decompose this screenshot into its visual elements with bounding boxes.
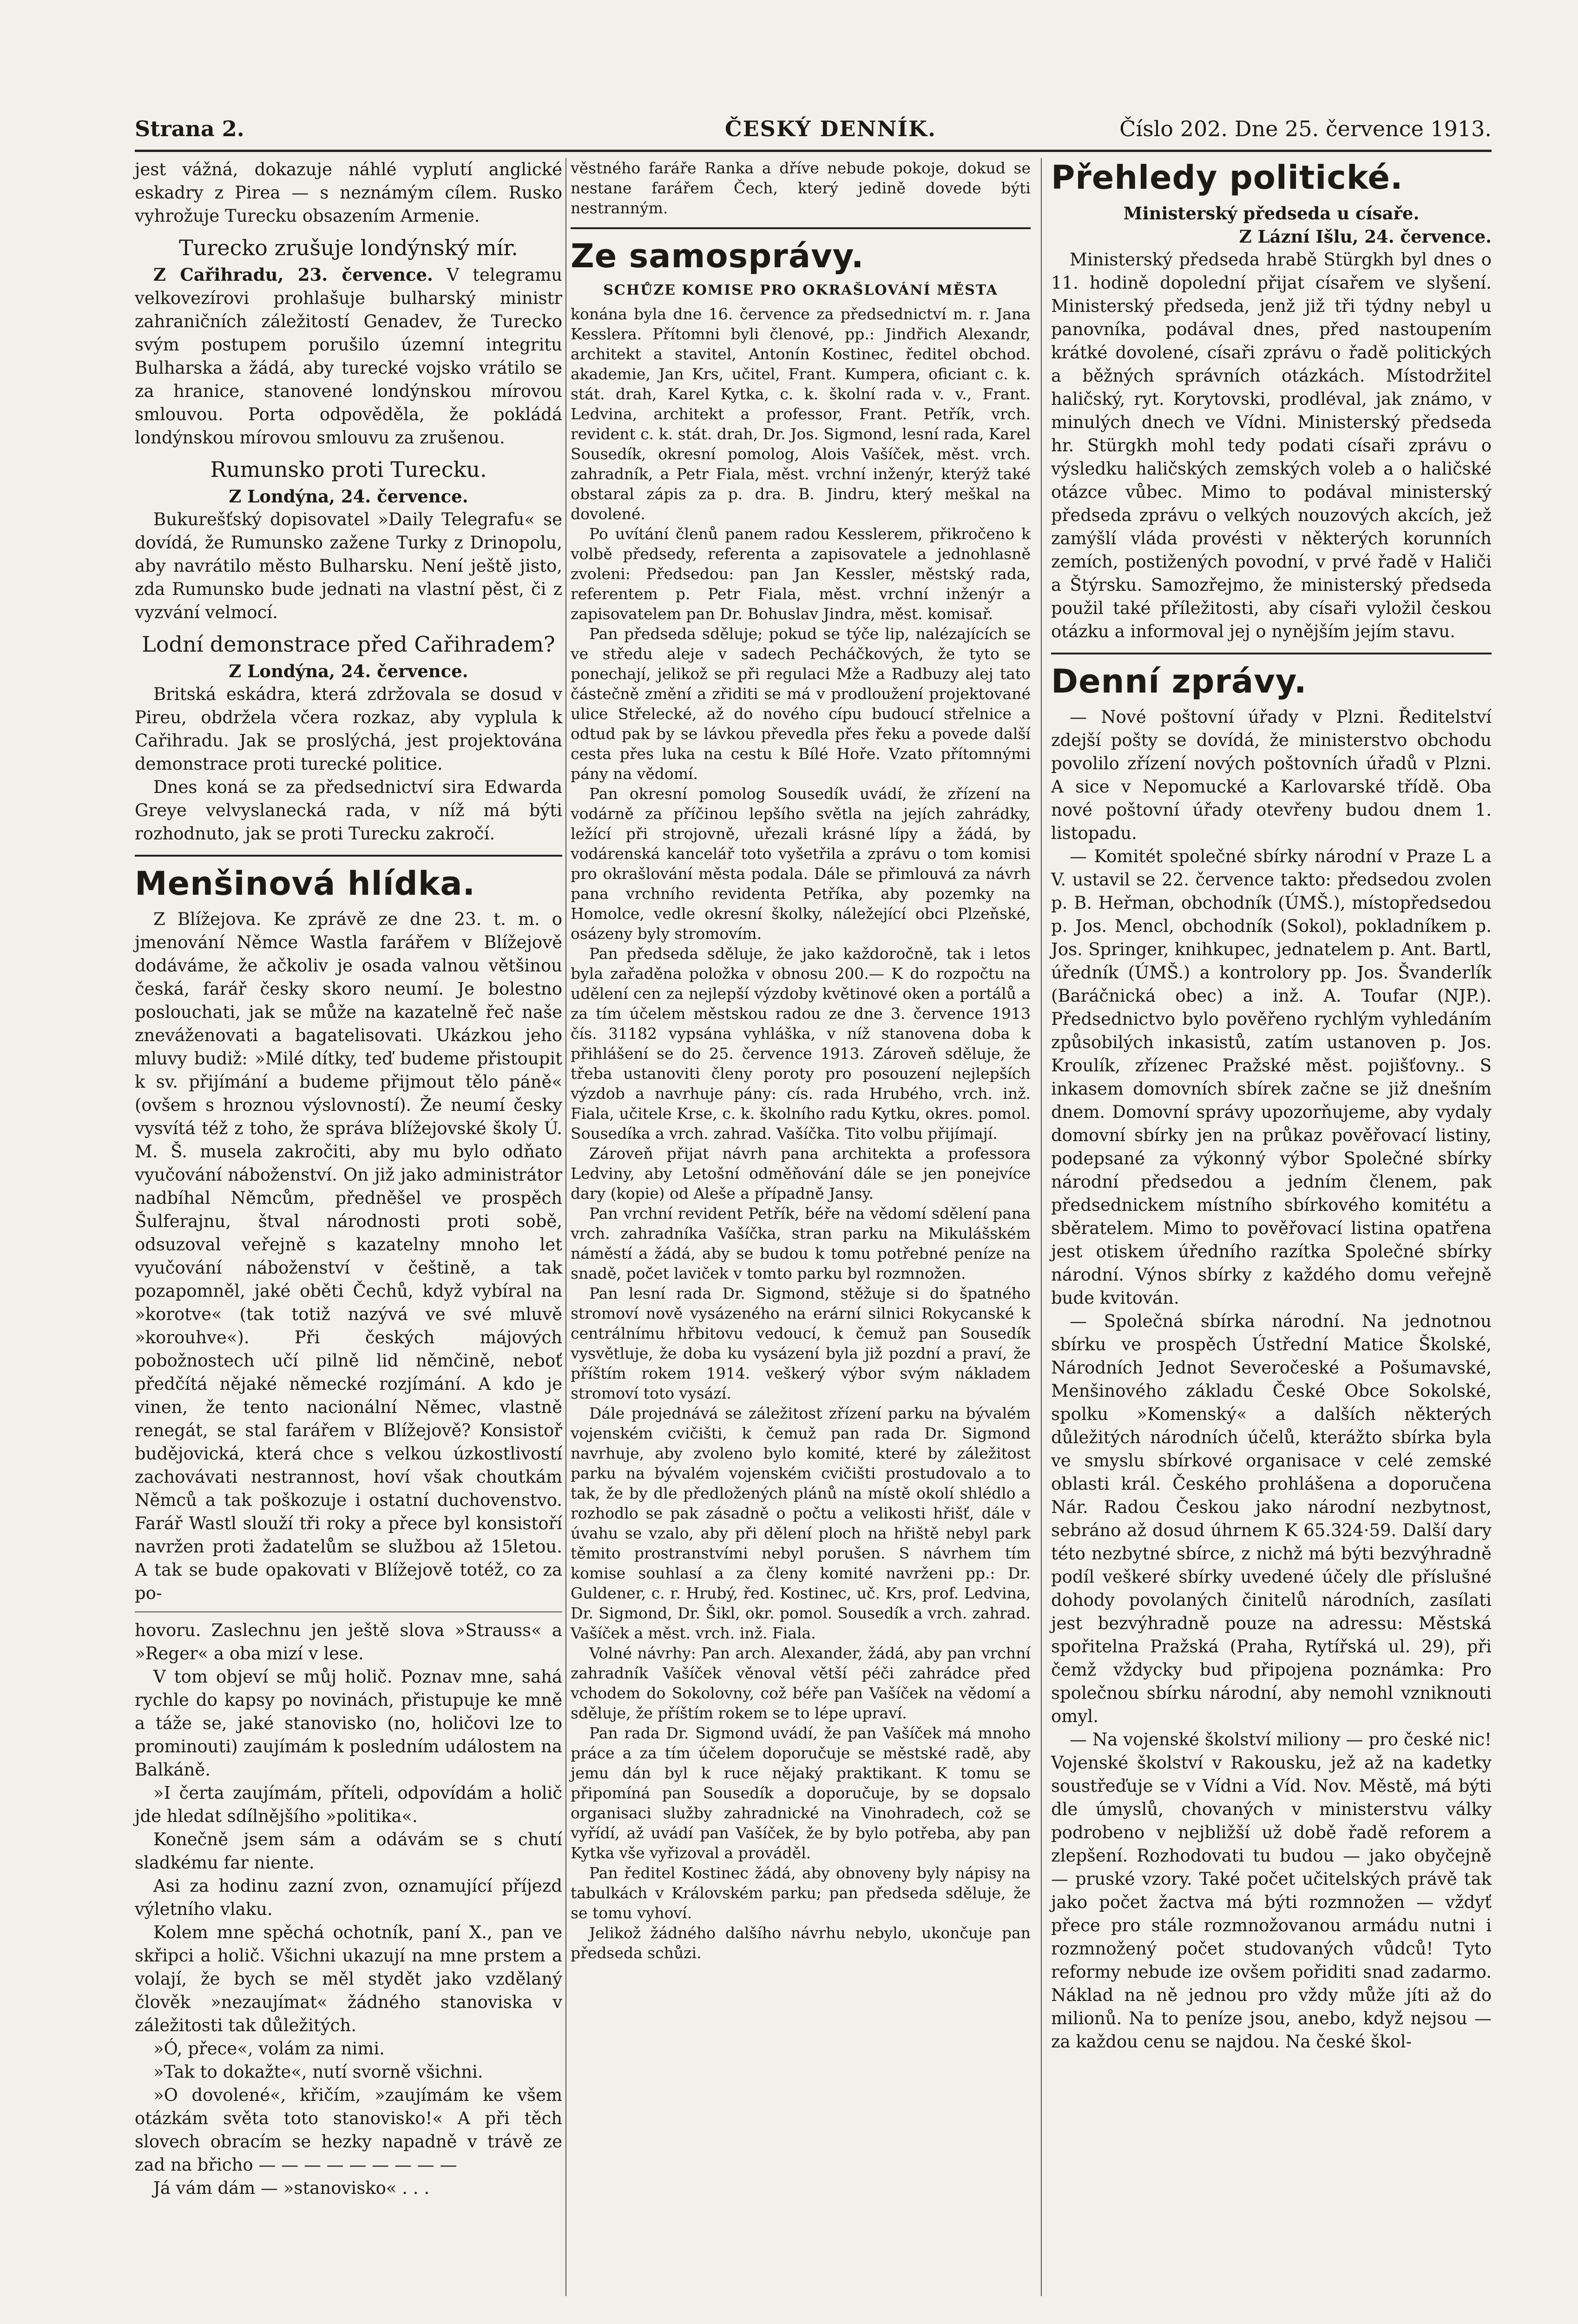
dateline: Z Londýna, 24. července. xyxy=(229,486,468,507)
dateline: Z Londýna, 24. července. xyxy=(229,661,468,681)
subheading: SCHŮZE KOMISE PRO OKRAŠLOVÁNÍ MĚSTA xyxy=(603,282,998,298)
paragraph: »Tak to dokažte«, nutí svorně všichni. xyxy=(153,2062,483,2082)
paragraph: Asi za hodinu zazní zvon, oznamující příjezd výletního vlaku. xyxy=(135,1876,562,1919)
page-header xyxy=(135,116,1492,149)
issue-date: Číslo 202. Dne 25. července 1913. xyxy=(1119,116,1492,141)
paragraph: Dále projednává se záležitost zřízení parku na bývalém vojenském cvičišti, k čemuž pan rada Dr. Sigmond navrhuje, aby zvoleno bylo komité, které by záležitost parku na bývalém vojenském cvičišti prostudovalo a to tak, že by dle předložených plánů na místě okolí shlédlo a rozhodlo se pak zásadně o počtu a velikosti hřišť, dále v úvahu se vzalo, aby při dělení ploch na hřiště nebyl park těmito prostranstvími nebyl porušen. S návrhem tím komise souhlasí a za členy komité navrženi pp.: Dr. Guldener, c. r. Hrubý, řed. Kostinec, uč. Krs, prof. Ledvina, Dr. Sigmond, Dr. Šikl, okr. pomol. Sousedík a vrch. zahrad. Vašíček a měst. vrch. inž. Fiala. xyxy=(571,1404,1031,1642)
headline: Rumunsko proti Turecku. xyxy=(210,457,487,482)
paragraph: Dnes koná se za předsednictví sira Edwarda Greye velvyslanecká rada, v níž má býti rozhodnuto, jak se proti Turecku zakročí. xyxy=(135,777,562,844)
column-2 xyxy=(571,158,1031,1963)
paragraph: Konečně jsem sám a odávám se s chutí sladkému far niente. xyxy=(135,1829,562,1873)
paragraph: — Společná sbírka národní. Na jednotnou sbírku ve prospěch Ústřední Matice Školské, Národních Jednot Severočeské a Pošumavské, Menšinového základu České Obce Sokolské, spolku »Komenský« a dalších některých důležitých národních účelů, kterážto sbírka byla ve smyslu sbírkové organisace v celé zemské oblasti král. Českého prohlášena a doporučena Nár. Radou Českou jako národní nezbytnost, sebráno až dosud úhrnem K 65.324·59. Další dary této nezbytné sbírce, z nichž má býti bezvýhradně podíl veškeré sbírky uvedené účely dle příslušné dohody povolaných činitelů národních, zasílati jest bezvýhradně pouze na adressu: Městská spořitelna Pražská (Praha, Rytířská ul. 29), při čemž vždycky bud připojena poznámka: Pro společnou sbírku národní, aby nemohl vzniknouti omyl. xyxy=(1051,1311,1492,1726)
paragraph: — Komitét společné sbírky národní v Praze L a V. ustavil se 22. července takto: předsedou zvolen p. B. Heřman, obchodník (ÚMŠ.), místopředsedou p. Jos. Mencl, obchodník (Sokol), pokladníkem p. Jos. Springer, knihkupec, jednatelem p. Ant. Bartl, úředník (ÚMŠ.) a kontrolory pp. Jos. Švanderlík (Baráčnická obec) a inž. A. Toufar (NJP.). Předsednictvo bylo pověřeno rychlým vyhledáním způsobilých inkasistů, zatím ustanoven p. Jos. Kroulík, zřízenec Pražské měst. pojišťovny.. S inkasem domovních sbírek začne se již dnešním dnem. Domovní správy upozorňujeme, aby vydaly domovní sbírky jen na průkaz pověřovací listiny, podepsané za výkonný výbor Společné sbírky národní předsedou a jedním členem, pak předsednickem místního sbírkového komitétu a sběratelem. Mimo to pověřovací listina opatřena jest otiskem úředního razítka Společné sbírky národní. Výnos sbírky z každého domu veřejně bude kvitován. xyxy=(1051,846,1492,1308)
paragraph: Pan lesní rada Dr. Sigmond, stěžuje si do špatného stromoví nově vysázeného na erární silnici Rokycanské k centrálnímu hřbitovu vedoucí, k čemuž pan Sousedík vysvětluje, že doba ku vysázení byla již pozdní a praví, že příštím rokem 1914. veškerý výbor svým nákladem stromoví toto vysází. xyxy=(571,1284,1031,1402)
paragraph: Ministerský předseda hrabě Stürgkh byl dnes o 11. hodině dopolední přijat císařem ve slyšení. Ministerský předseda, jenž již tři týdny nebyl u panovníka, podával dnes, před nastoupením krátké dovolené, císaři zprávu o řadě politických a běžných správních otázkách. Místodržitel haličský, ryt. Korytovski, prodléval, jak známo, v minulých dnech ve Vídni. Ministerský předseda hr. Stürgkh mohl tedy podati císaři zprávu o výsledku haličských zemských voleb a o haličské otázce vůbec. Mimo to podával ministerský předseda zprávu o velkých nouzových akcích, jež zamýšlí vláda provésti v některých korunních zemích, postižených povodní, v prvé řadě v Haliči a Štýrsku. Samozřejmo, že ministerský předseda použil také příležitosti, aby císaři vyložil českou otázku a informoval jej o nynějším jejím stavu. xyxy=(1051,250,1492,641)
paragraph: Bukurešťský dopisovatel »Daily Telegrafu« se dovídá, že Rumunsko zažene Turky z Drinopolu, aby navrátilo město Bulharsku. Není ještě jisto, zda Rumunsko bude jednati na vlastní pěst, či z vyzvání velmocí. xyxy=(135,509,562,622)
paragraph: »O dovolené«, křičím, »zaujímám ke všem otázkám světa toto stanovisko!« A při těch slovech obracím se hezky napadně v trávě ze zad na břicho — — — — — — — — — xyxy=(135,2085,562,2175)
paragraph: Pan ředitel Kostinec žádá, aby obnoveny byly nápisy na tabulkách v Královském parku; pan předseda sděluje, že se tomu vyhoví. xyxy=(571,1864,1031,1922)
rubric-title: Ze samosprávy. xyxy=(571,237,864,275)
paragraph: — Na vojenské školství miliony — pro české nic! Vojenské školství v Rakousku, jež až na kadetky soustřeďuje se v Vídni a Víd. Nov. Městě, má býti dle úmyslů, chovaných v ministerstvu války podrobeno v nejbližší už době řadě reforem a zlepšení. Rozhodovati tu budou — jako obyčejně — pruské vzory. Také počet učitelských právě tak jako počet žactva má býti rozmnožen — vždyť přece pro stále rozmnožovanou armádu nutni i rozmnožený počet studovaných vůdců! Tyto reformy nebude ize ovšem pořiditi snad zadarmo. Náklad na ně jednou pro vždy může jíti až do milionů. Na to peníze jsou, anebo, když nejsou — za každou cenu se najdou. Na české škol- xyxy=(1051,1730,1492,2052)
paragraph: Po uvítání členů panem radou Kesslerem, přikročeno k volbě předsedy, referenta a zapisovatele a jednohlasně zvoleni: Předsedou: pan Jan Kessler, městský rada, referentem p. Petr Fiala, měst. vrchní inženýr a zapisovatelem pan Dr. Bohuslav Jindra, měst. komisař. xyxy=(571,525,1031,623)
dateline-paragraph xyxy=(135,263,562,449)
paragraph: — Nové poštovní úřady v Plzni. Ředitelství zdejší pošty se dovídá, že ministerstvo obchodu povolilo zřízení nových poštovních úřadů v Plzni. A sice v Nepomucké a Karlovarské třídě. Oba nové poštovní úřady otevřeny budou dnem 1. listopadu. xyxy=(1051,707,1492,843)
paragraph: Pan předseda sděluje; pokud se týče lip, nalézajících se ve středu aleje v sadech Pecháčkových, že tyto se ponechají, jelikož se při regulaci Mže a Radbuzy alej tato částečně změní a zřiditi se má v prodloužení projektované ulice Střelecké, až do nového cípu budoucí střelnice a odtud pak by se lávkou převedla přes řeku a povede další cesta přes luka na cestu k Bílé Hoře. Vzato přítomnými pány na vědomí. xyxy=(571,625,1031,783)
paragraph: Zároveň přijat návrh pana architekta a professora Ledviny, aby Letošní odměňování dále se jen ponejvíce dary (kopie) od Aleše a případně Jansy. xyxy=(571,1144,1031,1202)
paragraph: věstného faráře Ranka a dříve nebude pokoje, dokud se nestane farářem Čech, který jedině dovede býti nestranným. xyxy=(571,159,1031,217)
paragraph: Pan vrchní revident Petřík, béře na vědomí sdělení pana vrch. zahradníka Vašíčka, stran parku na Mikulášském náměstí a žádá, aby se budou k tomu potřebné peníze na snadě, počet laviček v tomto parku byl rozmnožen. xyxy=(571,1204,1031,1282)
paragraph: Z Blížejova. Ke zprávě ze dne 23. t. m. o jmenování Němce Wastla farářem v Blížejově dodáváme, že ačkoliv je osada valnou většinou česká, farář česky skoro neumí. Je bolestno poslouchati, jak se může na kazatelně řeč naše zneváženovati a bagatelisovati. Ukázkou jeho mluvy budiž: »Milé dítky, teď budeme přistoupit k sv. přijímání a budeme přijmout tělo páně« (ovšem s hroznou výslovností). Že neumí česky vysvítá též z toho, že správa blížejovské školy Ú. M. Š. musela zakročiti, aby mu bylo odňato vyučování náboženství. On již jako administrátor nadbíhal Němcům, předněšel ve prospěch Šulferajnu, štval národnosti proti sobě, odsuzoval veřejně s kazatelny mnoho let vyučování náboženství v češtině, a tak pozapomněl, jaké oběti Čechů, když vybíral na »korotve« (tak totiž nazývá ve své mluvě »korouhve«). Při českých májových pobožnostech učí pilně lid němčině, neboť předčítá nějaké německé rozjímání. A kdo je vinen, že tento nacionální Němec, vlastně renegát, se stal farářem v Blížejově? Konsistoř budějovická, která chce s velkou úzkostlivostí zachovávati nestrannost, hoví však choutkám Němců a tak poškozuje i ostatní duchovenstvo. Farář Wastl slouží tři roky a přece byl konsistoří navržen proti žadatelům se službou až 15letou. A tak se bude opakovati v Blížejově totéž, co za po- xyxy=(135,909,562,1603)
rubric-title: Menšinová hlídka. xyxy=(135,865,476,903)
paragraph: Pan předseda sděluje, že jako každoročně, tak i letos byla zařaděna položka v obnosu 200.— K do rozpočtu na udělení cen za nejlepší výzdoby květinové oken a portálů a za tím účelem městskou radou ze dne 3. července 1913 čís. 31182 vypsána vyhláška, v níž stanovena doba k přihlášení se do 25. července 1913. Zároveň sděluje, že třeba ustanoviti členy poroty pro posouzení nejlepších výzdob a navrhuje pány: cís. rada Hrubého, vrch. inž. Fiala, učitele Krse, c. k. školního radu Kytku, okres. pomol. Sousedíka a vrch. zahrad. Vašíčka. Tito volbu přijímají. xyxy=(571,944,1031,1142)
paragraph-text: V telegramu velkovezírovi prohlašuje bulharský ministr zahraničních záležitostí Genadev, že Turecko svým postupem porušilo územní integritu Bulharska a žádá, aby turecké vojsko vrátilo se za hranice, stanovené londýnskou mírovou smlouvou. Porta odpověděla, že pokládá londýnskou mírovou smlouvu za zrušenou. xyxy=(135,265,562,448)
paragraph: Volné návrhy: Pan arch. Alexander, žádá, aby pan vrchní zahradník Vašíček věnoval větší péči zahrádce před vchodem do Sokolovny, což béře pan Vašíček na vědomí a sděluje, že příštím rokem se to lépe upraví. xyxy=(571,1644,1031,1722)
dateline: Z Cařihradu, 23. července. xyxy=(153,264,433,285)
section-rule xyxy=(1051,653,1492,654)
masthead: ČESKÝ DENNÍK. xyxy=(725,116,937,141)
rubric-title: Přehledy politické. xyxy=(1051,158,1403,197)
column-divider xyxy=(1041,158,1042,2296)
section-rule xyxy=(135,855,562,857)
rubric-title: Denní zprávy. xyxy=(1051,662,1307,700)
paragraph: »I čerta zaujímám, příteli, odpovídám a holič jde hledat sdílnějšího »politika«. xyxy=(135,1783,562,1826)
section-rule xyxy=(571,227,1031,229)
paragraph: Pan okresní pomolog Sousedík uvádí, že zřízení na vodárně za příčinou lepšího světla na jejích zahrádky, ležící při strojovně, uřezali krásné lípy a žádá, by vodárenská kancelář toto vyšetřila a zprávu o tom komisi pro okrašlování města podala. Dále se přimlouvá za návrh pana vrchního revidenta Petříka, aby pozemky na Homolce, vedle okresní školky, náležející obci Plzeňské, osázeny byly stromovím. xyxy=(571,785,1031,943)
column-1 xyxy=(135,158,562,2200)
paragraph: »Ó, přece«, volám za nimi. xyxy=(153,2039,385,2059)
column-3 xyxy=(1051,158,1492,2053)
header-rule xyxy=(135,150,1492,152)
dateline: Z Lázní Išlu, 24. července. xyxy=(1239,226,1492,247)
paragraph: Kolem mne spěchá ochotník, paní X., pan ve skřipci a holič. Všichni ukazují na mne prstem a volají, že bych se měl stydět jako vzdělaný člověk »nezaujímat« žádného stanoviska v záležitosti tak důležitých. xyxy=(135,1922,562,2035)
paragraph: Jelikož žádného dalšího návrhu nebylo, ukončuje pan předseda schůzi. xyxy=(571,1924,1031,1962)
headline: Lodní demonstrace před Cařihradem? xyxy=(142,632,555,657)
paragraph: Já vám dám — »stanovisko« . . . xyxy=(153,2178,430,2198)
paragraph: jest vážná, dokazuje náhlé vyplutí anglické eskadry z Pirea — s neznámým cílem. Rusko vyhrožuje Turecku obsazením Armenie. xyxy=(135,159,562,226)
paragraph: hovoru. Zaslechnu jen ještě slova »Strauss« a »Reger« a oba mizí v lese. xyxy=(135,1620,562,1664)
feuilleton-rule xyxy=(135,1611,562,1612)
column-divider xyxy=(565,158,566,2296)
page-number: Strana 2. xyxy=(135,116,244,141)
headline: Ministerský předseda u císaře. xyxy=(1123,203,1420,224)
paragraph: konána byla dne 16. července za předsednictví m. r. Jana Kesslera. Přítomni byli členové, pp.: Jindřich Alexandr, architekt a stavitel, Antonín Kostinec, ředitel obchod. akademie, Jan Krs, učitel, Frant. Kumpera, oficiant c. k. stát. drah, Karel Kytka, c. k. školní rada v. v., Frant. Ledvina, architekt a professor, Frant. Petřík, vrch. revident c. k. stát. drah, Dr. Jos. Sigmond, lesní rada, Karel Sousedík, okresní pomolog, Alois Vašíček, měst. vrch. zahradník, a Petr Fiala, měst. vrchní inženýr, kterýž také obstaral zápis za p. dra. B. Jindru, který meškal na dovolené. xyxy=(571,305,1031,523)
headline: Turecko zrušuje londýnský mír. xyxy=(179,235,518,260)
paragraph: Britská eskádra, která zdržovala se dosud v Pireu, obdržela včera rozkaz, aby vyplula k Cařihradu. Jak se proslýchá, jest projektována demonstrace proti turecké politice. xyxy=(135,684,562,774)
paragraph: V tom objeví se můj holič. Poznav mne, sahá rychle do kapsy po novinách, přistupuje ke mně a táže se, jaké stanovisko (no, holičovi lze to prominouti) zaujímám k posledním událostem na Balkáně. xyxy=(135,1667,562,1780)
paragraph: Pan rada Dr. Sigmond uvádí, že pan Vašíček má mnoho práce a za tím účelem doporučuje se městské radě, aby jemu dán byl k ruce nějaký praktikant. K tomu se připomíná pan Sousedík a doporučuje, by se dopsalo organisaci služby zahradnické na Vinohradech, což se vyřídí, až uvádí pan Vašíček, že by bylo potřeba, aby pan Kytka vše vyřizoval a prováděl. xyxy=(571,1724,1031,1862)
